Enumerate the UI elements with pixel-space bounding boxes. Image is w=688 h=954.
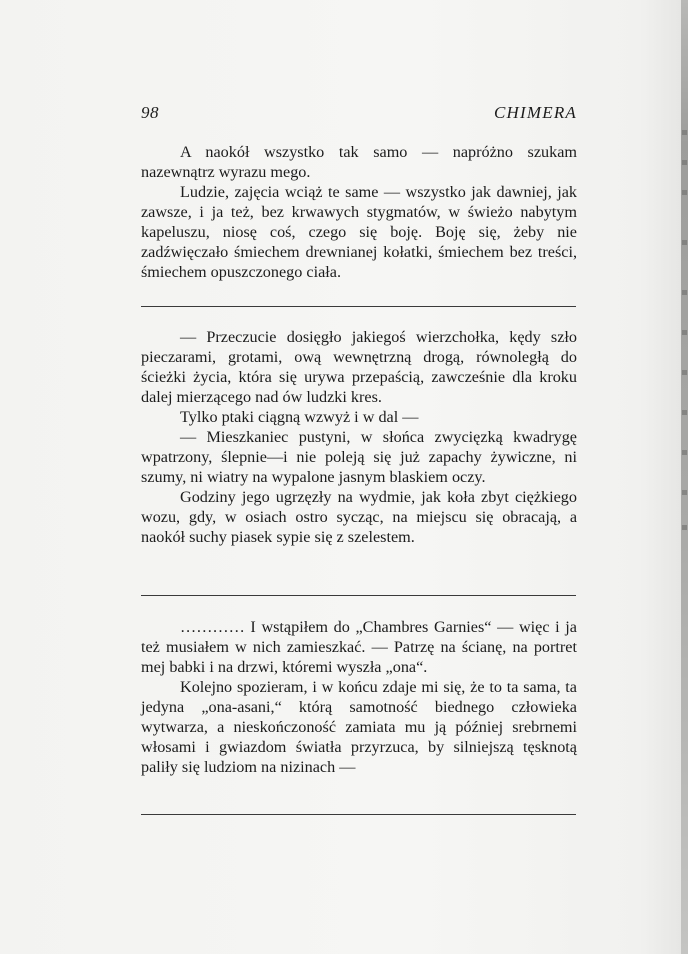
paragraph: — Mieszkaniec pustyni, w słońca zwycięzką kwadrygę wpatrzony, ślepnie—i nie poleją się już zapachy żywiczne, ni szumy, ni wiatry na wypalone jasnym blaskiem oczy. (141, 428, 577, 486)
bleed-through-mark (682, 525, 687, 530)
paragraph: A naokół wszystko tak samo — napróżno szukam nazewnątrz wyrazu mego. (141, 143, 577, 181)
paragraph: Ludzie, zajęcia wciąż te same — wszystko jak dawniej, jak zawsze, i ja też, bez krwawych stygmatów, w świeżo nabytym kapeluszu, niosę coś, czego się boję. Boję się, żeby nie zadźwięczało śmiechem drewnianej kołatki, śmiechem bez treści, śmiechem opuszczonego ciała. (141, 183, 577, 281)
section-divider-1 (141, 306, 576, 307)
bleed-through-mark (682, 370, 687, 375)
bleed-through-mark (682, 490, 687, 495)
bleed-through-mark (682, 290, 687, 295)
adjacent-page-edge (681, 0, 688, 954)
bleed-through-mark (682, 190, 687, 195)
section-divider-2 (141, 595, 576, 596)
page-number: 98 (141, 103, 159, 122)
paragraph: Tylko ptaki ciągną wzwyż i w dal — (180, 408, 419, 426)
text-section-2 (141, 327, 577, 547)
bleed-through-mark (682, 410, 687, 415)
bleed-through-mark (682, 330, 687, 335)
paragraph: Kolejno spozieram, i w końcu zdaje mi się, że to ta sama, ta jedyna „ona-asani,“ którą samotność biednego człowieka wytwarza, a nieskończoność zamiata mu ją później srebrnemi włosami i gwiazdom światła przyrzuca, by silniejszą tęsknotą paliły się ludziom na nizinach — (141, 678, 577, 776)
running-title: CHIMERA (494, 103, 577, 122)
section-divider-3 (141, 814, 576, 815)
bleed-through-mark (682, 130, 687, 135)
bleed-through-mark (682, 450, 687, 455)
text-section-3 (141, 617, 577, 777)
bleed-through-mark (682, 160, 687, 165)
paragraph: — Przeczucie dosięgło jakiegoś wierzchołka, kędy szło pieczarami, grotami, ową wewnętrzną drogą, równoległą do ścieżki życia, która się urywa przepaścią, zawcześnie dla kroku dalej mierzącego nad ów ludzki kres. (141, 328, 577, 406)
bleed-through-mark (682, 240, 687, 245)
page-header (141, 103, 577, 129)
paragraph: Godziny jego ugrzęzły na wydmie, jak koła zbyt ciężkiego wozu, gdy, w osiach ostro sycząc, na miejscu się obracają, a naokół suchy piasek sypie się z szelestem. (141, 488, 577, 546)
text-section-1 (141, 142, 577, 282)
paragraph: ………… I wstąpiłem do „Chambres Garnies“ — więc i ja też musiałem w nich zamieszkać. — Patrzę na ścianę, na portret mej babki i na drzwi, któremi wyszła „ona“. (141, 618, 577, 676)
